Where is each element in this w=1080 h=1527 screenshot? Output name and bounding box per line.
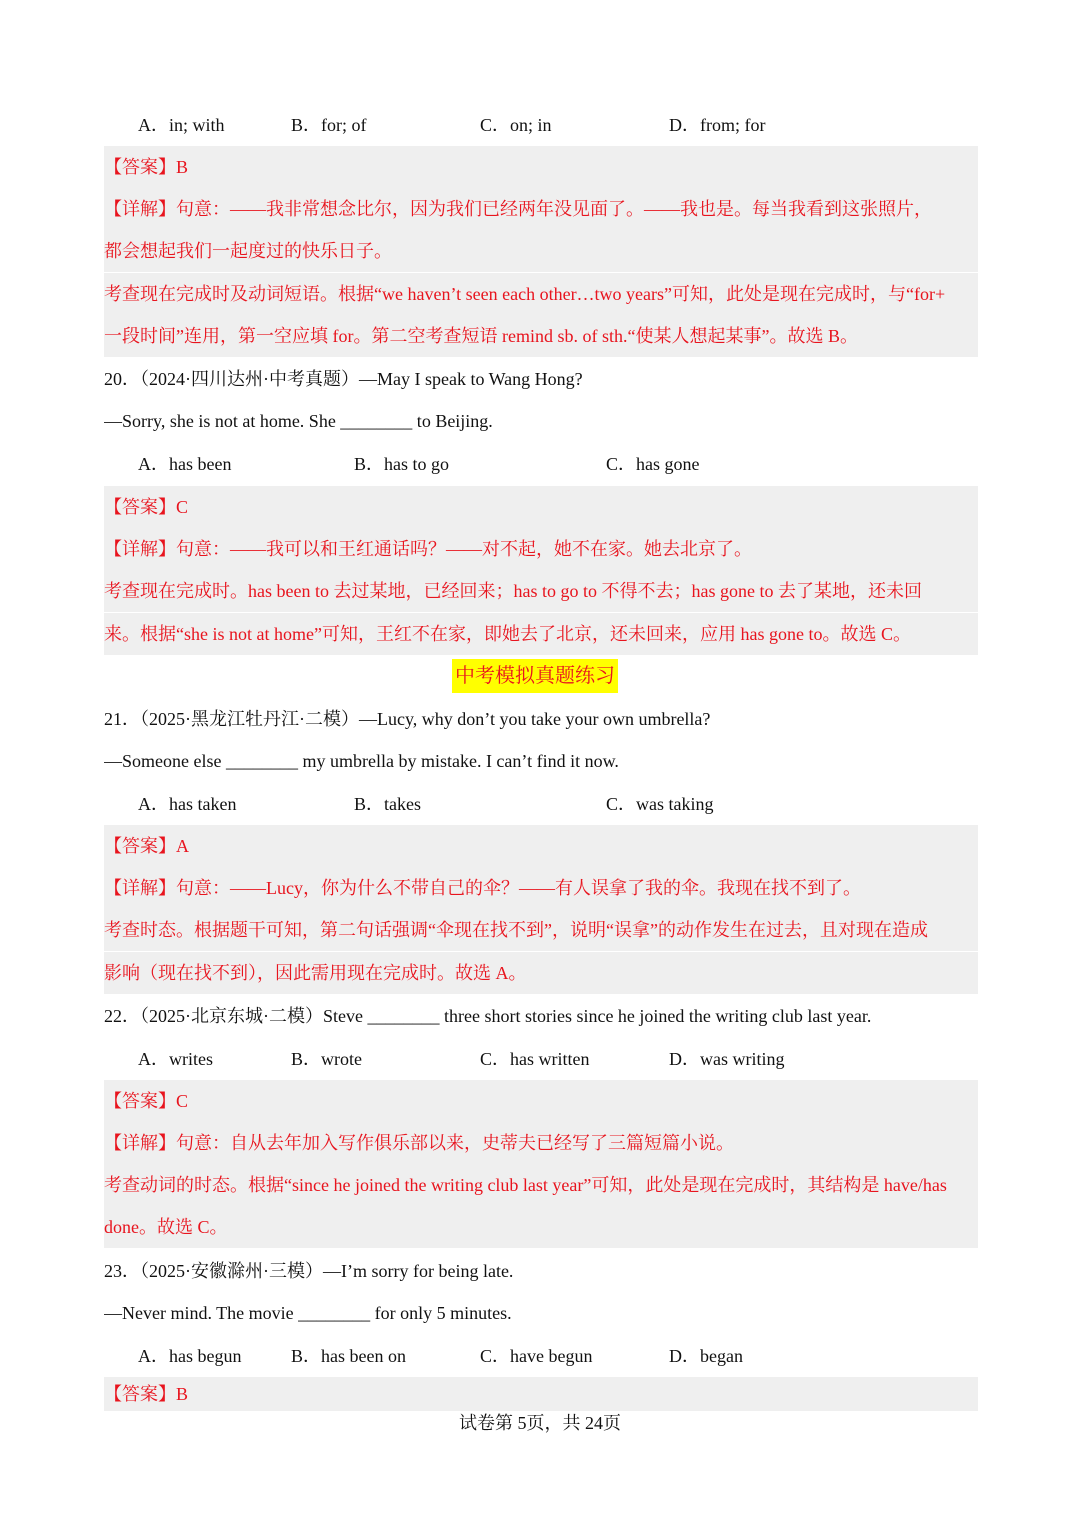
q22-option-b: B．wrote [291, 1049, 362, 1069]
q19-analysis-line-1: 考查现在完成时及动词短语。根据“we haven’t seen each other…two years”可知，此处是现在完成时，与“for+ [104, 273, 978, 315]
q20-option-b: B．has to go [354, 454, 450, 474]
q22-options [138, 1038, 978, 1080]
q19-option-a: A．in; with [138, 115, 225, 135]
q20-option-c: C．has gone [606, 454, 700, 474]
section-title: 中考模拟真题练习 [452, 659, 618, 693]
q23-option-c: C．have begun [480, 1346, 593, 1366]
q20-analysis-line-1: 考查现在完成时。has been to 去过某地，已经回来；has to go to 不得不去；has gone to 去了某地，还未回 [104, 570, 978, 612]
q20-stem-line-2: —Sorry, she is not at home. She ________ to Beijing. [104, 411, 493, 431]
q20-stem-line-1: 20．（2024·四川达州·中考真题）—May I speak to Wang Hong? [104, 369, 583, 389]
q23-answer: 【答案】B [104, 1377, 978, 1411]
q22-analysis-line-1: 考查动词的时态。根据“since he joined the writing club last year”可知，此处是现在完成时，其结构是 have/has [104, 1164, 978, 1206]
q22-stem-line-1: 22．（2025·北京东城·二模）Steve ________ three short stories since he joined the writing club last year. [104, 1006, 872, 1026]
q21-stem-line-1: 21．（2025·黑龙江牡丹江·二模）—Lucy, why don’t you take your own umbrella? [104, 709, 711, 729]
q20-answer: 【答案】C [104, 486, 978, 528]
q21-analysis-line-1: 考查时态。根据题干可知，第二句话强调“伞现在找不到”，说明“误拿”的动作发生在过去，且对现在造成 [104, 909, 978, 951]
q20-detail-line-1: 【详解】句意：——我可以和王红通话吗？——对不起，她不在家。她去北京了。 [104, 528, 978, 570]
q21-answer: 【答案】A [104, 825, 978, 867]
q19-option-b: B．for; of [291, 115, 367, 135]
q22-answer: 【答案】C [104, 1080, 978, 1122]
q22-detail-line-1: 【详解】句意：自从去年加入写作俱乐部以来，史蒂夫已经写了三篇短篇小说。 [104, 1122, 978, 1164]
q23-options [138, 1335, 978, 1377]
q19-detail-line-1: 【详解】句意：——我非常想念比尔，因为我们已经两年没见面了。——我也是。每当我看到这张照片， [104, 188, 978, 230]
q23-stem-line-2: —Never mind. The movie ________ for only 5 minutes. [104, 1303, 512, 1323]
q19-analysis-line-2: 一段时间”连用，第一空应填 for。第二空考查短语 remind sb. of sth.“使某人想起某事”。故选 B。 [104, 315, 978, 357]
q20-options [138, 443, 978, 485]
q19-option-c: C．on; in [480, 115, 552, 135]
q21-option-b: B．takes [354, 794, 421, 814]
q23-option-b: B．has been on [291, 1346, 406, 1366]
q21-option-a: A．has taken [138, 794, 237, 814]
q23-option-d: D．began [669, 1346, 743, 1366]
q19-options [138, 104, 978, 146]
q22-option-c: C．has written [480, 1049, 590, 1069]
q20-option-a: A．has been [138, 454, 232, 474]
q21-stem-line-2: —Someone else ________ my umbrella by mistake. I can’t find it now. [104, 751, 619, 771]
q19-detail-line-2: 都会想起我们一起度过的快乐日子。 [104, 230, 978, 272]
q23-stem-line-1: 23．（2025·安徽滁州·三模）—I’m sorry for being late. [104, 1261, 514, 1281]
q22-option-d: D．was writing [669, 1049, 785, 1069]
page-footer: 试卷第 5页，共 24页 [459, 1413, 621, 1433]
q21-analysis-line-2: 影响（现在找不到），因此需用现在完成时。故选 A。 [104, 952, 978, 994]
q23-option-a: A．has begun [138, 1346, 242, 1366]
q21-option-c: C．was taking [606, 794, 714, 814]
q19-option-d: D．from; for [669, 115, 766, 135]
q21-detail-line-1: 【详解】句意：——Lucy，你为什么不带自己的伞？——有人误拿了我的伞。我现在找不到了。 [104, 867, 978, 909]
q22-analysis-line-2: done。故选 C。 [104, 1206, 978, 1248]
q21-options [138, 783, 978, 825]
q22-option-a: A．writes [138, 1049, 213, 1069]
q19-answer: 【答案】B [104, 146, 978, 188]
q20-analysis-line-2: 来。根据“she is not at home”可知，王红不在家，即她去了北京，还未回来，应用 has gone to。故选 C。 [104, 613, 978, 655]
